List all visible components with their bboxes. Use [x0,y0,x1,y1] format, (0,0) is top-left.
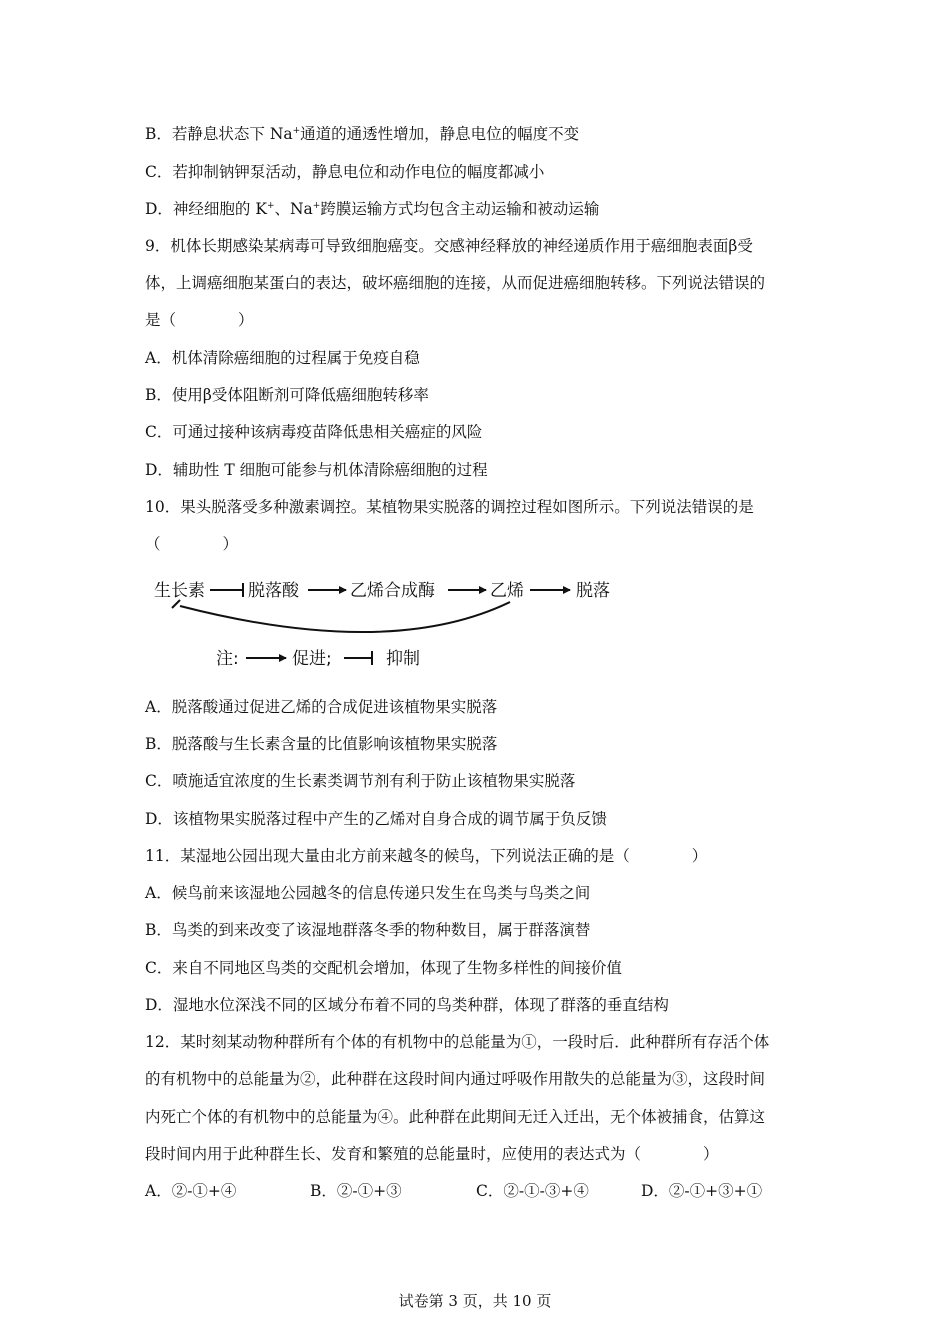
q8-option-b: B．若静息状态下 Na+通道的通透性增加，静息电位的幅度不变 [145,125,580,143]
page-footer: 试卷第 3 页，共 10 页 [398,1292,552,1310]
q9-stem-line-3: 是（ ） [145,311,254,329]
q9-option-a: A．机体清除癌细胞的过程属于免疫自稳 [145,349,420,367]
q12-stem-line-4: 段时间内用于此种群生长、发育和繁殖的总能量时，应使用的表达式为（ ） [145,1145,719,1163]
q9-stem-line-1: 9．机体长期感染某病毒可导致细胞癌变。交感神经释放的神经递质作用于癌细胞表面β受 [145,237,753,255]
legend-prefix: 注: [216,649,239,669]
abscission-regulation-diagram [150,570,630,680]
inhibit-curve-ethylene-auxin [172,600,510,632]
inhibit-arrow-auxin-abscisic [210,583,243,597]
q11-option-a: A．候鸟前来该湿地公园越冬的信息传递只发生在鸟类与鸟类之间 [145,884,591,902]
q10-stem-line-1: 10．果头脱落受多种激素调控。某植物果实脱落的调控过程如图所示。下列说法错误的是 [145,498,754,516]
q11-option-c: C．来自不同地区鸟类的交配机会增加，体现了生物多样性的间接价值 [145,959,622,977]
node-auxin: 生长素 [154,581,205,601]
q12-option-c: C．②-①-③+④ [476,1182,589,1200]
q9-option-b: B．使用β受体阻断剂可降低癌细胞转移率 [145,386,429,404]
q8-option-c: C．若抑制钠钾泵活动，静息电位和动作电位的幅度都减小 [145,163,545,181]
q11-option-d: D．湿地水位深浅不同的区域分布着不同的鸟类种群，体现了群落的垂直结构 [145,996,669,1014]
q9-option-c: C．可通过接种该病毒疫苗降低患相关癌症的风险 [145,423,483,441]
q11-option-b: B．鸟类的到来改变了该湿地群落冬季的物种数目，属于群落演替 [145,921,591,939]
q11-stem: 11．某湿地公园出现大量由北方前来越冬的候鸟，下列说法正确的是（ ） [145,847,708,865]
q12-option-d: D．②-①+③+① [641,1182,763,1200]
q9-stem-line-2: 体，上调癌细胞某蛋白的表达，破坏癌细胞的连接，从而促进癌细胞转移。下列说法错误的 [145,274,766,292]
diagram-legend [216,649,420,669]
q12-option-a: A．②-①+④ [145,1182,237,1200]
node-abscisic-acid: 脱落酸 [248,581,299,601]
q10-option-b: B．脱落酸与生长素含量的比值影响该植物果实脱落 [145,735,498,753]
q10-stem-line-2: （ ） [145,535,239,553]
q12-stem-line-2: 的有机物中的总能量为②，此种群在这段时间内通过呼吸作用散失的总能量为③，这段时间 [145,1070,766,1088]
q10-option-d: D．该植物果实脱落过程中产生的乙烯对自身合成的调节属于负反馈 [145,810,607,828]
q10-option-a: A．脱落酸通过促进乙烯的合成促进该植物果实脱落 [145,698,498,716]
q8-option-d: D．神经细胞的 K+、Na+跨膜运输方式均包含主动运输和被动运输 [145,200,600,218]
q12-option-b: B．②-①+③ [310,1182,402,1200]
q12-stem-line-3: 内死亡个体的有机物中的总能量为④。此种群在此期间无迁入迁出，无个体被捕食，估算这 [145,1108,766,1126]
node-ethylene-synthase: 乙烯合成酶 [350,581,435,601]
node-abscission: 脱落 [576,581,610,601]
node-ethylene: 乙烯 [490,581,524,601]
legend-promote-label: 促进; [292,649,332,669]
legend-inhibit-label: 抑制 [386,649,420,669]
q9-option-d: D．辅助性 T 细胞可能参与机体清除癌细胞的过程 [145,461,488,479]
q10-option-c: C．喷施适宜浓度的生长素类调节剂有利于防止该植物果实脱落 [145,772,576,790]
q12-stem-line-1: 12．某时刻某动物种群所有个体的有机物中的总能量为①，一段时后．此种群所有存活个体 [145,1033,770,1051]
